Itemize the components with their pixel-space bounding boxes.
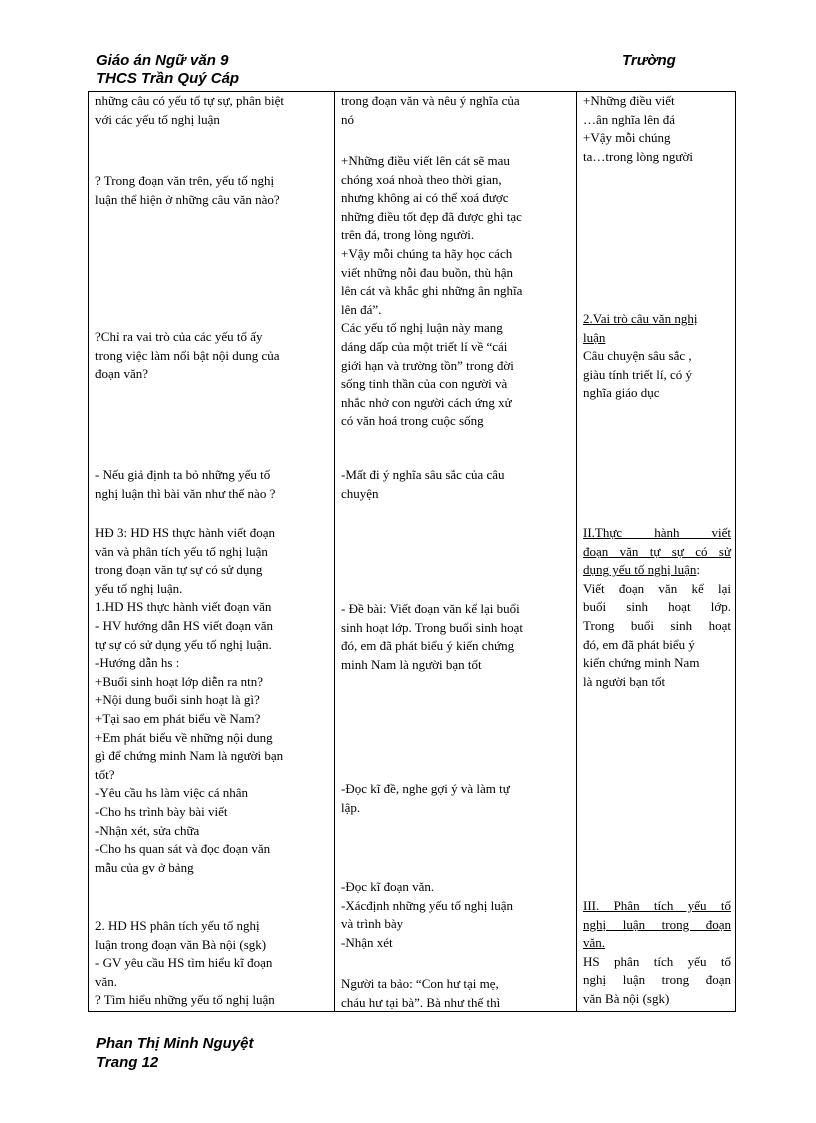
col2-block-self-study xyxy=(341,780,570,817)
text-line: ?Chỉ ra vai trò của các yếu tố ấy xyxy=(95,329,263,344)
text-line: 1.HD HS thực hành viết đoạn văn xyxy=(95,599,272,615)
text-line: - GV yêu cầu HS tìm hiểu kĩ đoạn xyxy=(95,955,273,971)
text-line: HS phân tích yếu tố xyxy=(583,953,731,969)
text-line: +Những điều viết lên cát sẽ mau xyxy=(341,153,510,168)
col2-block-assignment xyxy=(341,600,570,674)
text-line: nghị luận thì bài văn như thế nào ? xyxy=(95,485,276,501)
text-line: buổi sinh hoạt lớp. xyxy=(583,599,731,615)
lesson-plan-table xyxy=(88,91,736,1012)
col2-block-answers xyxy=(341,152,570,431)
text-line: 2. HD HS phân tích yếu tố nghị xyxy=(95,918,260,933)
col1-block-question-2 xyxy=(95,328,328,384)
text-line: kiến chứng minh Nam xyxy=(583,655,700,671)
text-line: -Nhận xét xyxy=(341,934,393,950)
text-line: luận trong đoạn văn Bà nội (sgk) xyxy=(95,936,267,952)
col1-block-analysis xyxy=(95,917,328,1010)
text-line: giàu tính triết lí, có ý xyxy=(583,366,693,382)
teacher-activities-column xyxy=(89,92,334,1011)
page-footer xyxy=(96,1034,254,1072)
text-line: - Đề bài: Viết đoạn văn kể lại buổi xyxy=(341,601,520,616)
section-heading: luận xyxy=(583,329,606,345)
section-heading: 2.Vai trò câu văn nghị xyxy=(583,311,698,326)
text-line: yếu tố nghị luận. xyxy=(95,580,183,596)
section-heading: dụng yếu tố nghị luận xyxy=(583,562,697,578)
text-line: +Em phát biểu về những nội dung xyxy=(95,729,273,745)
col2-block-consequence xyxy=(341,466,570,503)
col1-block-activity-3 xyxy=(95,524,328,877)
text-line: và trình bày xyxy=(341,916,404,932)
text-line: chóng xoá nhoà theo thời gian, xyxy=(341,171,502,187)
text-line: mẫu của gv ở bảng xyxy=(95,859,194,875)
section-heading: II.Thực hành viết xyxy=(583,525,731,540)
text-line: -Yêu cầu hs làm việc cá nhân xyxy=(95,785,249,801)
text-line: ? Tìm hiểu những yếu tố nghị luận xyxy=(95,992,275,1008)
text-line: văn Bà nội (sgk) xyxy=(583,990,670,1006)
text-line: văn. xyxy=(95,973,118,989)
text-line: Trong buổi sinh hoạt xyxy=(583,617,731,633)
section-heading: văn. xyxy=(583,935,606,951)
section-heading: nghị luận trong đoạn xyxy=(583,916,731,932)
col1-block-intro xyxy=(95,92,328,129)
text-line: lên đá”. xyxy=(341,301,382,317)
text-line: nhưng không ai có thể xoá được xyxy=(341,190,509,206)
col2-block-reading xyxy=(341,878,570,952)
header-school: THCS Trần Quý Cáp xyxy=(96,70,240,87)
text-line: Các yếu tố nghị luận này mang xyxy=(341,320,503,336)
col3-block-section-II xyxy=(583,524,731,691)
text-line: trong việc làm nổi bật nội dung của xyxy=(95,347,280,363)
text-line: ? Trong đoạn văn trên, yếu tố nghị xyxy=(95,173,275,188)
text-line: đó, em đã phát biểu ý xyxy=(583,636,695,652)
text-line: giới hạn và trường tồn” trong đời xyxy=(341,357,514,373)
text-line: -Đọc kĩ đoạn văn. xyxy=(341,879,435,894)
text-line: nhắc nhở con người cách ứng xử xyxy=(341,394,512,410)
col1-block-question-1 xyxy=(95,172,328,209)
text-line: Viết đoạn văn kể lại xyxy=(583,580,731,596)
col2-block-quote xyxy=(341,975,570,1012)
text-line: lập. xyxy=(341,799,361,815)
col3-block-top xyxy=(583,92,731,166)
text-line: +Vậy mỗi chúng xyxy=(583,130,671,146)
text-line: những câu có yếu tố tự sự, phân biệt xyxy=(95,93,285,108)
text-line: là người bạn tốt xyxy=(583,673,666,689)
text-line: +Những điều viết xyxy=(583,93,675,108)
footer-author: Phan Thị Minh Nguyệt xyxy=(96,1035,254,1052)
student-activities-column xyxy=(335,92,576,1011)
text-line: nghĩa giáo dục xyxy=(583,385,660,401)
col1-block-question-3 xyxy=(95,466,328,503)
text-line: -Nhận xét, sửa chữa xyxy=(95,822,200,838)
text-line: -Hướng dẫn hs : xyxy=(95,655,180,671)
page-header-right: Trường xyxy=(622,52,676,69)
section-heading-line xyxy=(583,561,731,580)
text-line: minh Nam là người bạn tốt xyxy=(341,656,482,672)
text-line: luận thể hiện ở những câu văn nào? xyxy=(95,191,280,207)
text-line: chuyện xyxy=(341,485,379,501)
text-line: sống tinh thần của con người và xyxy=(341,376,508,392)
text-line: nó xyxy=(341,111,354,127)
text-line: -Xácđịnh những yếu tố nghị luận xyxy=(341,897,514,913)
text-line: sinh hoạt lớp. Trong buổi sinh hoạt xyxy=(341,619,524,635)
text-line: nghị luận trong đoạn xyxy=(583,972,731,988)
text-line: Câu chuyện sâu sắc , xyxy=(583,348,692,364)
text-line: - HV hướng dẫn HS viết đoạn văn xyxy=(95,617,273,633)
section-heading: đoạn văn tự sự có sử xyxy=(583,543,731,559)
text-line: trên đá, trong lòng người. xyxy=(341,227,475,243)
text-line: -Mất đi ý nghĩa sâu sắc của câu xyxy=(341,467,505,482)
text-line: viết những nỗi đau buồn, thù hận xyxy=(341,264,514,280)
text-line: -Cho hs trình bày bài viết xyxy=(95,803,228,819)
heading-colon: : xyxy=(696,562,701,578)
text-line: lên cát và khắc ghi những ân nghĩa xyxy=(341,283,523,299)
text-line: có văn hoá trong cuộc sống xyxy=(341,413,484,429)
text-line: cháu hư tại bà”. Bà như thế thì xyxy=(341,994,501,1010)
text-line: trong đoạn văn tự sự có sử dụng xyxy=(95,562,263,578)
page-header-left xyxy=(96,52,239,88)
text-line: đoạn văn? xyxy=(95,366,149,382)
text-line: - Nếu giả định ta bỏ những yếu tố xyxy=(95,467,271,482)
header-subject: Giáo án Ngữ văn 9 xyxy=(96,52,229,69)
text-line: +Vậy mỗi chúng ta hãy học cách xyxy=(341,245,513,261)
text-line: tốt? xyxy=(95,766,115,782)
text-line: …ân nghĩa lên đá xyxy=(583,111,676,127)
text-line: Người ta bảo: “Con hư tại mẹ, xyxy=(341,976,499,991)
footer-page-number: Trang 12 xyxy=(96,1054,159,1071)
text-line: với các yếu tố nghị luận xyxy=(95,111,220,127)
text-line: đó, em đã phát biểu ý kiến chứng xyxy=(341,638,515,654)
text-line: những điều tốt đẹp đã được ghi tạc xyxy=(341,208,522,224)
text-line: văn và phân tích yếu tố nghị luận xyxy=(95,543,268,559)
text-line: ta…trong lòng người xyxy=(583,148,693,164)
text-line: -Cho hs quan sát và đọc đoạn văn xyxy=(95,841,271,857)
col2-block-intro xyxy=(341,92,570,129)
text-line: trong đoạn văn và nêu ý nghĩa của xyxy=(341,93,520,108)
text-line: +Tại sao em phát biểu về Nam? xyxy=(95,710,261,726)
text-line: HĐ 3: HD HS thực hành viết đoạn xyxy=(95,525,275,540)
section-heading: III. Phân tích yếu tố xyxy=(583,898,731,913)
text-line: +Buổi sinh hoạt lớp diễn ra ntn? xyxy=(95,673,264,689)
text-line: tự sự có sử dụng yếu tố nghị luận. xyxy=(95,636,272,652)
text-line: +Nội dung buổi sinh hoạt là gì? xyxy=(95,692,260,708)
col3-block-section-2 xyxy=(583,310,731,403)
content-column xyxy=(577,92,735,1011)
col3-block-section-III xyxy=(583,897,731,1009)
text-line: gì để chứng minh Nam là người bạn xyxy=(95,748,284,764)
text-line: dáng dấp của một triết lí về “cái xyxy=(341,338,508,354)
text-line: -Đọc kĩ đề, nghe gợi ý và làm tự xyxy=(341,781,510,796)
